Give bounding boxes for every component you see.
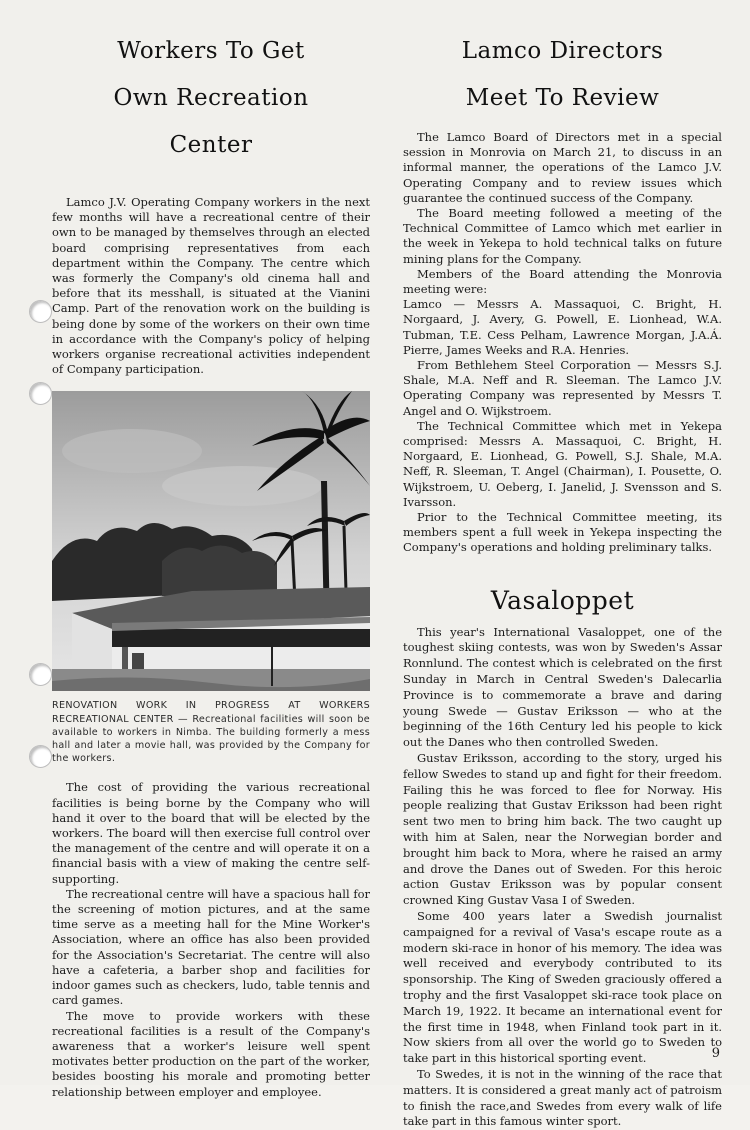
article-lamco-directors [403,130,722,556]
article-paragraph: The move to provide workers with these recreational facilities is a result of the Company's awareness that a worker's leisure well spent motivates better production on the part of the worker, besides boosting his morale and promoting better relationship between employer and employee. [52,1008,370,1099]
binder-hole-icon [29,663,52,686]
renovation-photo [52,391,370,691]
article-paragraph: The Board meeting followed a meeting of the Technical Committee of Lamco which met earlier in the week in Yekepa to hold technical talks on future mining plans for the Company. [403,206,722,266]
building-photo-illustration [52,391,370,691]
title-line: Center [169,132,253,158]
title-line: Meet To Review [465,85,660,111]
article-recreation-center [52,28,370,1100]
article-title: Vasaloppet [490,585,635,615]
article-paragraph: From Bethlehem Steel Corporation — Messrs S.J. Shale, M.A. Neff and R. Sleeman. The Lamco J.V. Operating Company was represented by Messrs T. Angel and O. Wijkstroem. [403,358,722,418]
article-paragraph: The Lamco Board of Directors met in a special session in Monrovia on March 21, to discuss in an informal manner, the operations of the Lamco J.V. Operating Company and to review issues which guarantee the continued success of the Company. [403,130,722,205]
article-paragraph: To Swedes, it is not in the winning of the race that matters. It is considered a great manly act of patroism to finish the race,and Swedes from every walk of life take part in this famous winter sport. [403,1067,722,1129]
article-paragraph: Members of the Board attending the Monrovia meeting were: [403,266,722,297]
photo-caption: RENOVATION WORK IN PROGRESS AT WORKERS RECREATIONAL CENTER — Recreational facilities will soon be available to workers in Nimba. The building formerly a mess hall and later a movie hall, was provided by the Company for the workers. [52,700,370,765]
title-line: Workers To Get [117,38,305,64]
article-paragraph: The cost of providing the various recreational facilities is being borne by the Company who will hand it over to the board that will be elected by the workers. The board will then exercise full control over the management of the centre and will operate it on a financial basis with a view of making the centre self-supporting. [52,780,370,886]
article-paragraph: The recreational centre will have a spacious hall for the screening of motion pictures, and at the same time serve as a meeting hall for the Mine Worker's Association, where an office has also been provided for the Association's Secretariat. The centre will also have a cafeteria, a barber shop and facilities for indoor games such as checkers, ludo, table tennis and card games. [52,886,370,1008]
article-paragraph: Lamco — Messrs A. Massaquoi, C. Bright, H. Norgaard, J. Avery, G. Powell, E. Lionhead, W.A. Tubman, T.E. Cess Pelham, Lawrence Morgan, J.A.Á. Pierre, James Weeks and R.A. Henries. [403,297,722,357]
article-paragraph: Lamco J.V. Operating Company workers in the next few months will have a recreational centre of their own to be managed by themselves through an elected board comprising representatives from each department within the Company. The centre which was formerly the Company's old cinema hall and before that its messhall, is situated at the Vianini Camp. Part of the renovation work on the building is being done by some of the workers on their own time in accordance with the Company's policy of helping workers organise recreational activities independent of Company participation. [52,195,370,377]
binder-hole-icon [29,300,52,323]
article-title [52,28,370,169]
article-vasaloppet [403,625,722,1130]
article-title [403,28,722,122]
article-paragraph: Some 400 years later a Swedish journalist campaigned for a revival of Vasa's escape route as a modern ski-race in honor of his memory. The idea was well received and everybody contributed to its sponsorship. The King of Sweden graciously offered a trophy and the first Vasaloppet ski-race took place on March 19, 1922. It became an international event for the first time in 1948, when Finland took part in it. Now skiers from all over the world go to Sweden to take part in this historical sporting event. [403,909,722,1066]
article-continued [52,780,370,1099]
article-paragraph: Gustav Eriksson, according to the story, urged his fellow Swedes to stand up and fight for their freedom. Failing this he was forced to flee for Norway. His people realizing that Gustav Eriksson had been right sent two men to bring him back. The two caught up with him at Salen, near the Norwegian border and brought him back to Mora, where he raised an army and drove the Danes out of Sweden. For this heroic action Gustav Eriksson was by popular consent crowned King Gustav Vasa I of Sweden. [403,751,722,908]
article-paragraph: This year's International Vasaloppet, one of the toughest skiing contests, was won by Sweden's Assar Ronnlund. The contest which is celebrated on the first Sunday in March in Central Sweden's Dalecarlia Province is to commemorate a brave and daring young Swede — Gustav Eriksson — who at the beginning of the 16th Century led his people to kick out the Danes who then controlled Sweden. [403,624,722,750]
title-line: Lamco Directors [461,38,664,64]
article-paragraph: The Technical Committee which met in Yekepa comprised: Messrs A. Massaquoi, C. Bright, H. Norgaard, E. Lionhead, G. Powell, S.J. Shale, M.A. Neff, R. Sleeman, T. Angel (Chairman), I. Pousette, O. Wijkstroem, U. Oeberg, I. Janelid, J. Svensson and S. Ivarsson. [403,418,722,509]
article-paragraph: Prior to the Technical Committee meeting, its members spent a full week in Yekepa inspecting the Company's operations and holding preliminary talks. [403,510,722,555]
title-line: Own Recreation [113,85,309,111]
right-column [403,28,722,1130]
binder-hole-icon [29,382,52,405]
page-number: 9 [711,1046,720,1061]
binder-hole-icon [29,745,52,768]
